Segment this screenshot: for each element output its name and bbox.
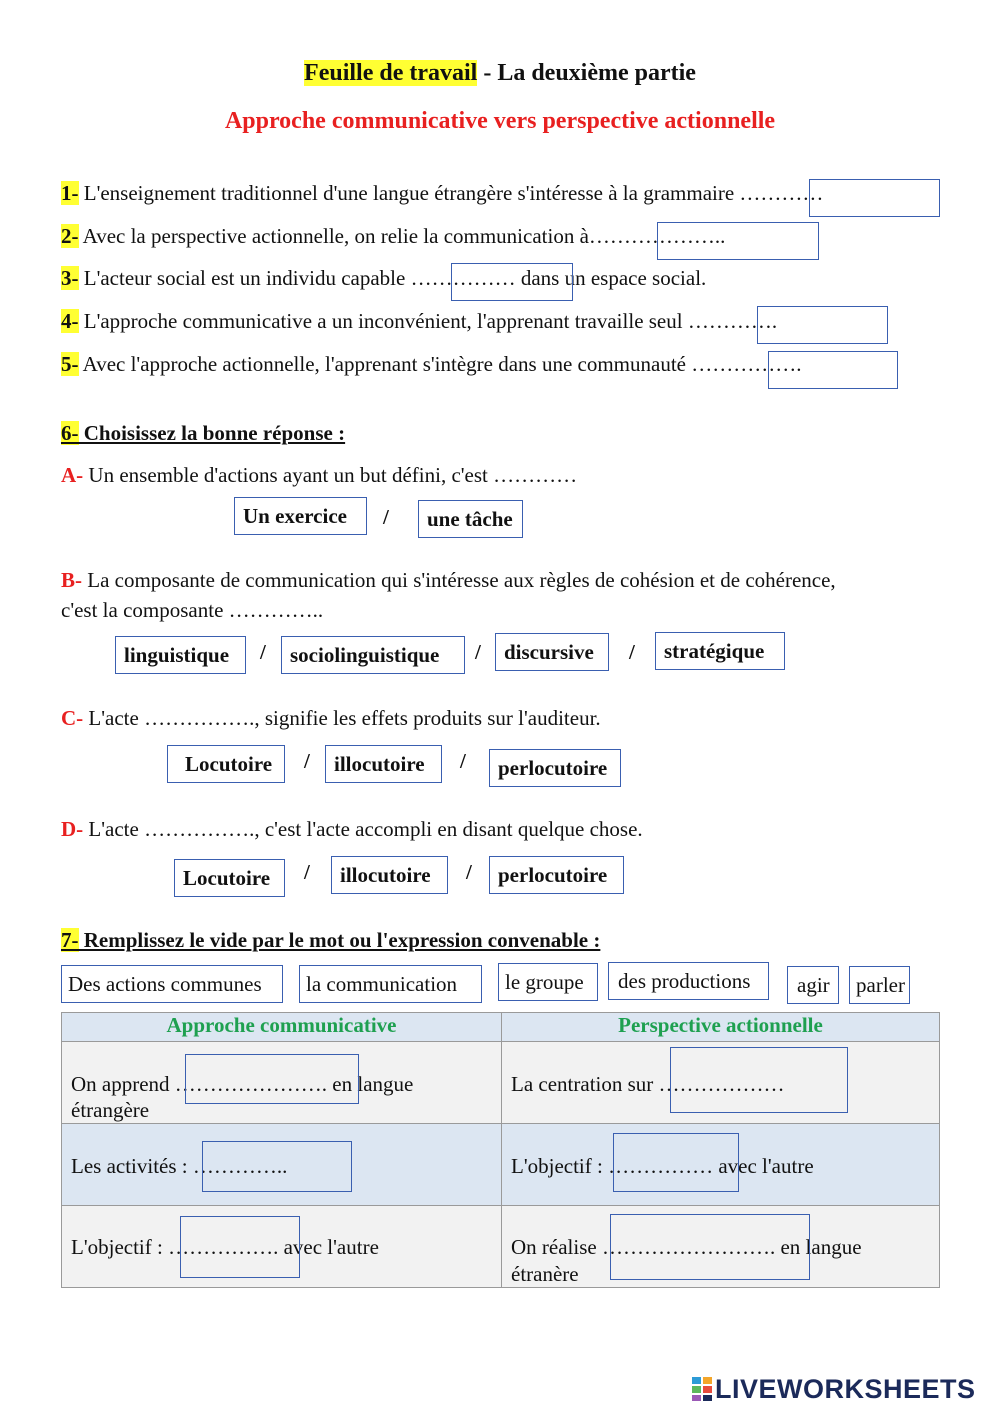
cell-line: L'objectif : …………… avec l'autre — [511, 1154, 814, 1178]
cell-line: On apprend …………………. en langue — [71, 1072, 414, 1096]
cell-line: L'objectif : ……………. avec l'autre — [71, 1235, 379, 1259]
question-number: 3- — [61, 266, 79, 290]
option-separator: / — [260, 640, 266, 664]
cell-line: La centration sur ……………… — [511, 1072, 785, 1096]
question-label: B- — [61, 568, 82, 592]
option-separator: / — [460, 749, 466, 773]
option-une-tache[interactable]: une tâche — [418, 500, 523, 538]
question-blank: ……………. — [685, 352, 802, 376]
answer-input-3[interactable] — [451, 263, 573, 301]
section-7-heading — [61, 928, 600, 953]
question-label: C- — [61, 706, 84, 730]
question-number: 1- — [61, 181, 79, 205]
word-bank-item[interactable]: la communication — [299, 965, 482, 1003]
cell-line: étranère — [511, 1262, 579, 1286]
question-6d — [61, 817, 643, 842]
question-label: A- — [61, 463, 84, 487]
table-cell — [502, 1124, 940, 1206]
cell-line: On réalise ……………………. en langue — [511, 1235, 862, 1259]
question-number: 5- — [61, 352, 79, 376]
question-text: Avec l'approche actionnelle, l'apprenant s'intègre dans une communauté — [78, 352, 686, 376]
answer-input-2[interactable] — [657, 222, 819, 260]
section-6-heading — [61, 421, 345, 446]
table-header: Perspective actionnelle — [502, 1013, 940, 1042]
question-text: L'enseignement traditionnel d'une langue étrangère s'intéresse à la grammaire — [78, 181, 735, 205]
table-cell — [502, 1042, 940, 1124]
table-cell — [62, 1206, 502, 1288]
option-separator: / — [383, 505, 389, 529]
question-text: Un ensemble d'actions ayant un but défini, c'est ………… — [83, 463, 578, 487]
question-6b-line2: c'est la composante ………….. — [61, 598, 324, 622]
question-text: La composante de communication qui s'intéresse aux règles de cohésion et de cohérence, — [82, 568, 836, 592]
liveworksheets-icon — [692, 1377, 712, 1401]
question-text-after: dans un espace social. — [515, 266, 707, 290]
table-answer-input[interactable] — [185, 1054, 359, 1104]
option-illocutoire[interactable]: illocutoire — [325, 745, 442, 783]
cell-line: étrangère — [71, 1098, 150, 1122]
option-locutoire[interactable]: Locutoire — [174, 859, 285, 897]
word-bank-item[interactable]: Des actions communes — [61, 965, 283, 1003]
cell-line: Les activités : ………….. — [71, 1154, 288, 1178]
question-text: L'acte ……………., c'est l'acte accompli en disant quelque chose. — [83, 817, 643, 841]
title-highlight: Feuille de travail — [304, 60, 478, 86]
question-text: L'acteur social est un individu capable — [78, 266, 411, 290]
question-text: L'approche communicative a un inconvénient, l'apprenant travaille seul — [78, 309, 683, 333]
option-locutoire[interactable]: Locutoire — [167, 745, 285, 783]
liveworksheets-logo — [692, 1374, 976, 1405]
question-text: L'acte ……………., signifie les effets produits sur l'auditeur. — [83, 706, 601, 730]
table-answer-input[interactable] — [613, 1133, 739, 1192]
answer-table — [61, 1012, 940, 1288]
table-cell — [62, 1042, 502, 1124]
table-row — [62, 1206, 940, 1288]
option-separator: / — [629, 640, 635, 664]
option-un-exercice[interactable]: Un exercice — [234, 497, 367, 535]
table-cell — [502, 1206, 940, 1288]
question-number: 4- — [61, 309, 79, 333]
option-discursive[interactable]: discursive — [495, 633, 609, 671]
option-perlocutoire[interactable]: perlocutoire — [489, 749, 621, 787]
option-separator: / — [475, 640, 481, 664]
question-6c — [61, 706, 601, 731]
option-separator: / — [304, 860, 310, 884]
option-strategique[interactable]: stratégique — [655, 632, 785, 670]
section-heading-text: Choisissez la bonne réponse : — [78, 421, 346, 445]
option-linguistique[interactable]: linguistique — [115, 636, 246, 674]
option-sociolinguistique[interactable]: sociolinguistique — [281, 636, 465, 674]
option-separator: / — [304, 749, 310, 773]
word-bank-item[interactable]: agir — [787, 966, 839, 1004]
word-bank-item[interactable]: des productions — [608, 962, 769, 1000]
option-separator: / — [466, 860, 472, 884]
question-label: D- — [61, 817, 84, 841]
question-blank: ……………….. — [588, 224, 726, 248]
answer-input-1[interactable] — [809, 179, 940, 217]
question-2 — [61, 224, 725, 249]
logo-text: LIVEWORKSHEETS — [715, 1374, 976, 1404]
table-row — [62, 1042, 940, 1124]
word-bank-item[interactable]: le groupe — [498, 963, 598, 1001]
table-header: Approche communicative — [62, 1013, 502, 1042]
table-answer-input[interactable] — [670, 1047, 848, 1113]
answer-input-5[interactable] — [768, 351, 898, 389]
question-blank: …………. — [682, 309, 778, 333]
question-number: 2- — [61, 224, 79, 248]
table-answer-input[interactable] — [180, 1216, 300, 1278]
page-title — [0, 60, 1000, 87]
title-rest: - La deuxième partie — [477, 60, 696, 86]
question-4 — [61, 309, 777, 334]
question-6b — [61, 568, 836, 593]
question-text: Avec la perspective actionnelle, on relie la communication à — [78, 224, 589, 248]
question-blank: ………… — [734, 181, 824, 205]
page-subtitle: Approche communicative vers perspective actionnelle — [224, 108, 776, 134]
table-cell — [62, 1124, 502, 1206]
question-6a — [61, 463, 577, 488]
section-heading-text: Remplissez le vide par le mot ou l'expression convenable : — [78, 928, 601, 952]
option-perlocutoire[interactable]: perlocutoire — [489, 856, 624, 894]
question-3 — [61, 266, 706, 291]
answer-input-4[interactable] — [757, 306, 888, 344]
table-row — [62, 1124, 940, 1206]
question-blank: …………… — [410, 266, 516, 290]
table-answer-input[interactable] — [610, 1214, 810, 1280]
section-number: 6- — [61, 421, 79, 445]
option-illocutoire[interactable]: illocutoire — [331, 856, 448, 894]
table-answer-input[interactable] — [202, 1141, 352, 1192]
question-5 — [61, 352, 801, 377]
section-number: 7- — [61, 928, 79, 952]
word-bank-item[interactable]: parler — [849, 966, 910, 1004]
question-1 — [61, 181, 823, 206]
